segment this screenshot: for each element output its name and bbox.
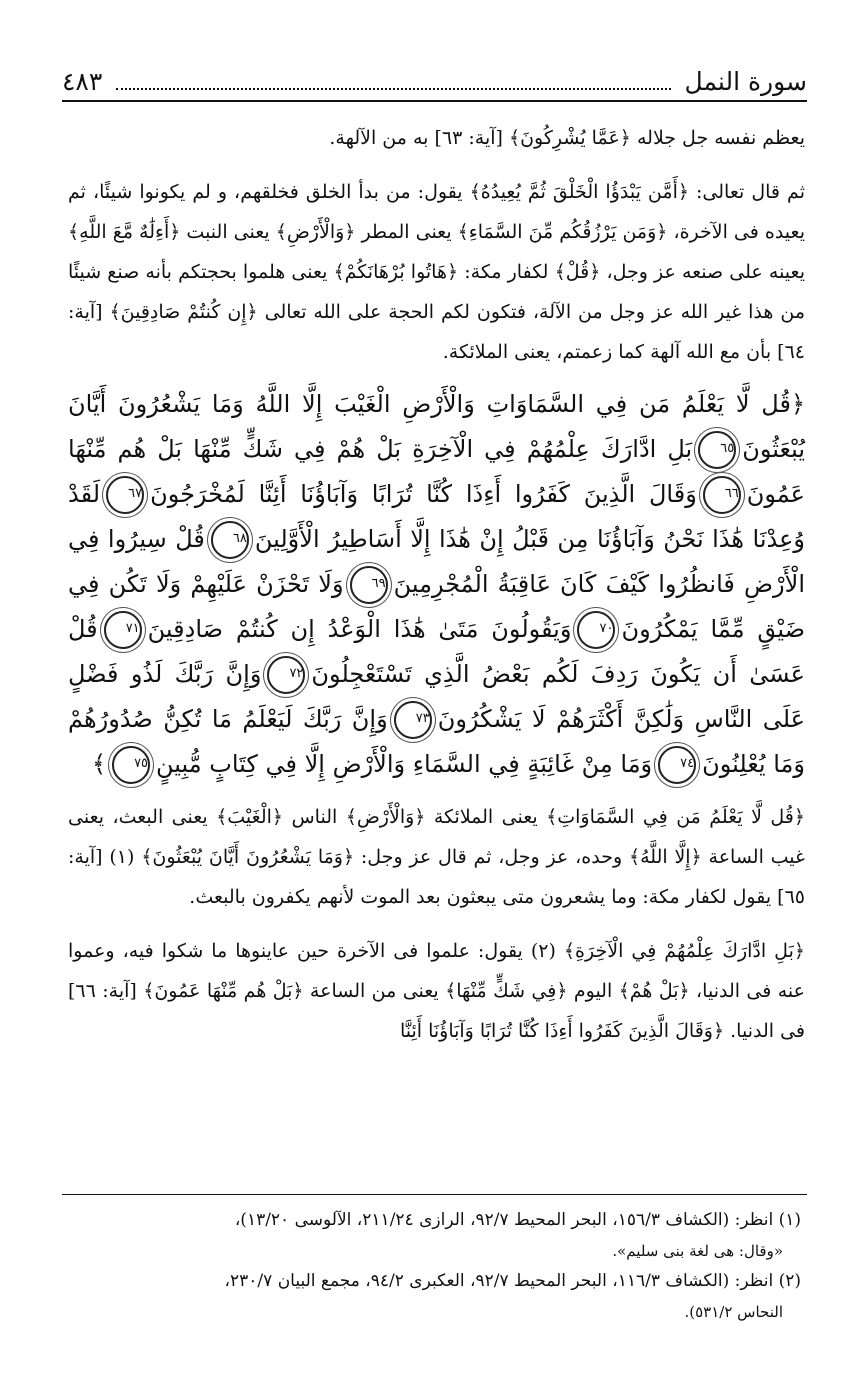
commentary-paragraph-3: ﴿قُل لَّا يَعْلَمُ مَن فِي السَّمَاوَاتِ﴾ يعنى الملائكة ﴿وَالْأَرْضِ﴾ الناس ﴿الْغَيْبَ﴾ يعنى البعث، يعنى غيب الساعة ﴿إِلَّا اللَّهُ﴾ وحده، عز وجل، ثم قال عز وجل: ﴿وَمَا يَشْعُرُونَ أَيَّانَ يُبْعَثُونَ﴾ (١) [آية: ٦٥] يقول لكفار مكة: وما يشعرون متى يبعثون بعد الموت لأنهم يكفرون بالبعث. (68, 806, 805, 908)
ayah-number-marker: ٦٨ (211, 521, 249, 559)
ayah-number-marker: ٧٥ (112, 746, 150, 784)
verse-text: قُلْ سِيرُوا فِي الْأَرْضِ فَانظُرُوا كَيْفَ كَانَ عَاقِبَةُ الْمُجْرِمِينَ (68, 525, 805, 598)
ayah-number-marker: ٦٩ (350, 566, 388, 604)
ayah-number-marker: ٦٧ (106, 476, 144, 514)
verse-text: بَلِ ادَّارَكَ عِلْمُهُمْ فِي الْآخِرَةِ بَلْ هُمْ فِي شَكٍّ مِّنْهَا بَلْ هُم مِّنْهَا عَمُونَ (68, 435, 805, 508)
footnote-item (62, 1265, 801, 1326)
ayah-number-marker: ٦٦ (703, 476, 741, 514)
page-header (62, 60, 807, 102)
verse-text: وَلَا تَحْزَنْ عَلَيْهِمْ وَلَا تَكُن فِي ضَيْقٍ مِّمَّا يَمْكُرُونَ (68, 570, 805, 643)
commentary-paragraph-1: يعظم نفسه جل جلاله ﴿عَمَّا يُشْرِكُونَ﴾ [آية: ٦٣] به من الآلهة. (329, 127, 805, 149)
ayah-number-marker: ٧٣ (394, 701, 432, 739)
ayah-number-marker: ٦٥ (698, 431, 736, 469)
verse-text: وَقَالَ الَّذِينَ كَفَرُوا أَءِذَا كُنَّا تُرَابًا وَآبَاؤُنَا أَئِنَّا لَمُخْرَجُونَ (150, 480, 697, 508)
footnote-item (62, 1204, 801, 1265)
page-body (68, 118, 805, 1051)
ayah-number-marker: ٧١ (104, 611, 142, 649)
verse-close-bracket: ﴾ (91, 750, 107, 778)
commentary-paragraph-4: ﴿بَلِ ادَّارَكَ عِلْمُهُمْ فِي الْآخِرَةِ﴾ (٢) يقول: علموا فى الآخرة حين عاينوها ما شكوا فيه، وعموا عنه فى الدنيا، ﴿بَلْ هُمْ﴾ اليوم ﴿فِي شَكٍّ مِّنْهَا﴾ يعنى من الساعة ﴿بَلْ هُم مِّنْهَا عَمُونَ﴾ [آية: ٦٦] فى الدنيا. ﴿وَقَالَ الَّذِينَ كَفَرُوا أَءِذَا كُنَّا تُرَابًا وَآبَاؤُنَا أَئِنَّا (68, 940, 805, 1042)
quran-verses-block (68, 382, 805, 787)
verse-open-bracket: ﴿ (790, 390, 805, 418)
page-number: ٤٨٣ (62, 67, 103, 96)
footnote-continuation: «وقال: هى لغة بنى سليم». (612, 1242, 783, 1260)
footnote-text: (١) انظر: (الكشاف ١٥٦/٣، البحر المحيط ٩٢/٧، الرازى ٢١١/٢٤، الآلوسى ١٣/٢٠)، (234, 1210, 801, 1230)
commentary-paragraph-2: ثم قال تعالى: ﴿أَمَّن يَبْدَؤُا الْخَلْقَ ثُمَّ يُعِيدُهُ﴾ يقول: من بدأ الخلق فخلقهم، و لم يكونوا شيئًا، ثم يعيده فى الآخرة، ﴿وَمَن يَرْزُقُكُم مِّنَ السَّمَاءِ﴾ يعنى المطر ﴿وَالْأَرْضِ﴾ يعنى النبت ﴿أَءِلَٰهٌ مَّعَ اللَّهِ﴾ يعينه على صنعه عز وجل، ﴿قُلْ﴾ لكفار مكة: ﴿هَاتُوا بُرْهَانَكُمْ﴾ يعنى هلموا بحجتكم بأنه صنع شيئًا من هذا غير الله عز وجل من الآلة، فتكون لكم الحجة على الله تعالى ﴿إِن كُنتُمْ صَادِقِينَ﴾ [آية: ٦٤] بأن مع الله آلهة كما زعمتم، يعنى الملائكة. (68, 181, 805, 363)
footnote-text: (٢) انظر: (الكشاف ١١٦/٣، البحر المحيط ٩٢/٧، العكبرى ٩٤/٢، مجمع البيان ٢٣٠/٧، (224, 1271, 801, 1291)
verse-text: قُل لَّا يَعْلَمُ مَن فِي السَّمَاوَاتِ وَالْأَرْضِ الْغَيْبَ إِلَّا اللَّهُ وَمَا يَشْعُرُونَ أَيَّانَ يُبْعَثُونَ (68, 390, 805, 463)
ayah-number-marker: ٧٢ (267, 656, 305, 694)
verse-text: وَإِنَّ رَبَّكَ لَذُو فَضْلٍ عَلَى النَّاسِ وَلَٰكِنَّ أَكْثَرَهُمْ لَا يَشْكُرُونَ (68, 660, 805, 733)
footnote-divider (62, 1194, 807, 1195)
verse-text: وَيَقُولُونَ مَتَىٰ هَٰذَا الْوَعْدُ إِن كُنتُمْ صَادِقِينَ (147, 615, 572, 643)
footnote-continuation: النحاس ٥٣١/٢). (684, 1303, 783, 1321)
verse-text: قُلْ عَسَىٰ أَن يَكُونَ رَدِفَ لَكُم بَعْضُ الَّذِي تَسْتَعْجِلُونَ (68, 615, 805, 688)
verse-text: لَقَدْ وُعِدْنَا هَٰذَا نَحْنُ وَآبَاؤُنَا مِن قَبْلُ إِنْ هَٰذَا إِلَّا أَسَاطِيرُ الْأَوَّلِينَ (68, 480, 805, 553)
header-dotted-leader (116, 88, 670, 90)
ayah-number-marker: ٧٤ (658, 746, 696, 784)
verse-text: وَمَا مِنْ غَائِبَةٍ فِي السَّمَاءِ وَالْأَرْضِ إِلَّا فِي كِتَابٍ مُّبِينٍ (156, 750, 653, 778)
ayah-number-marker: ٧٠ (577, 611, 615, 649)
verse-text: وَإِنَّ رَبَّكَ لَيَعْلَمُ مَا تُكِنُّ صُدُورُهُمْ وَمَا يُعْلِنُونَ (68, 705, 805, 778)
footnotes (62, 1204, 801, 1326)
surah-title: سورة النمل (684, 67, 807, 96)
